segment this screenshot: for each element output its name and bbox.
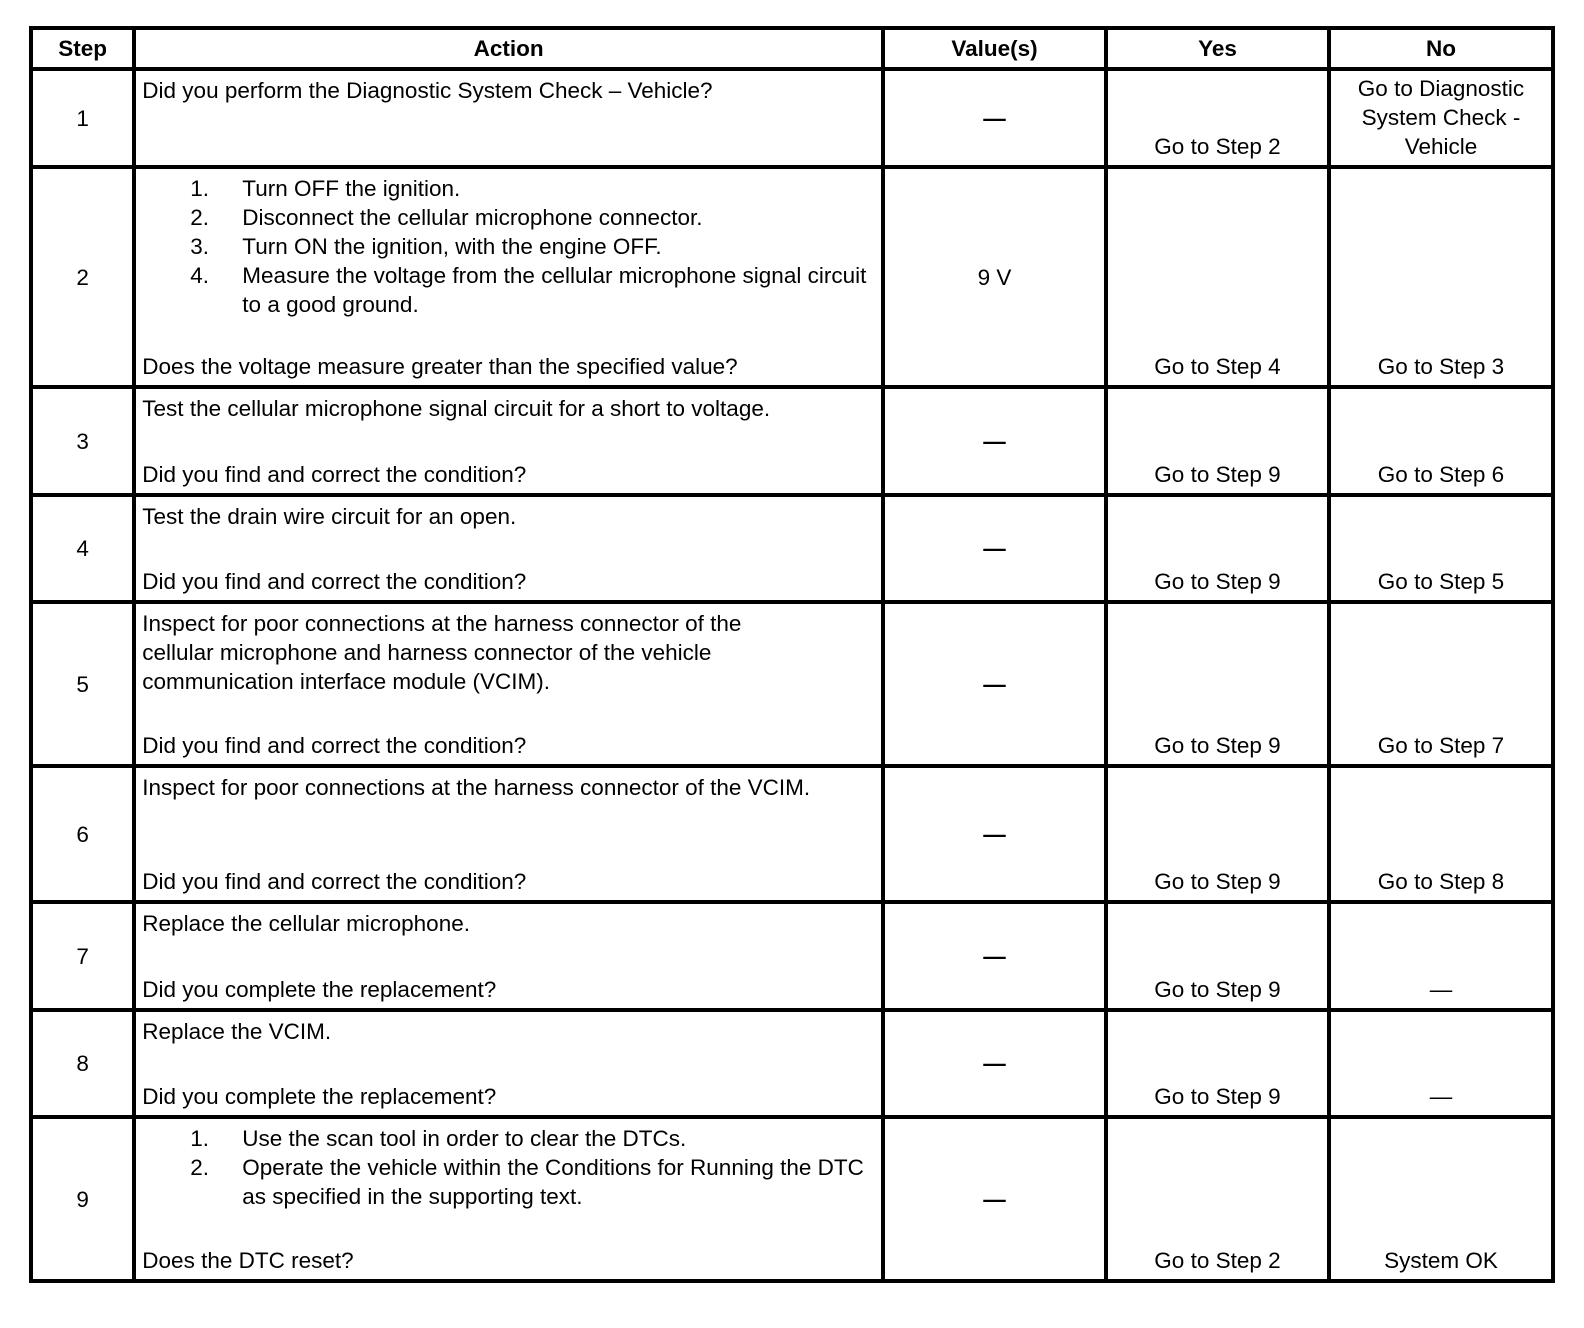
value-cell: — — [883, 1117, 1106, 1281]
action-cell — [134, 167, 883, 387]
header-yes: Yes — [1106, 28, 1329, 69]
action-step-item — [142, 232, 873, 261]
no-cell: — — [1329, 902, 1553, 1010]
action-question: Did you complete the replacement? — [142, 977, 497, 1002]
step-cell: 4 — [31, 495, 134, 602]
value-cell: — — [883, 902, 1106, 1010]
action-question: Did you find and correct the condition? — [142, 733, 527, 758]
action-cell — [134, 69, 883, 167]
action-step-number: 2. — [190, 205, 210, 230]
no-cell: Go to Step 6 — [1329, 387, 1553, 495]
header-action: Action — [134, 28, 883, 69]
no-cell: Go to Step 5 — [1329, 495, 1553, 602]
action-step-item — [142, 1124, 873, 1153]
yes-cell: Go to Step 9 — [1106, 495, 1329, 602]
action-steps-list — [142, 174, 873, 319]
step-cell: 1 — [31, 69, 134, 167]
header-row — [31, 28, 1553, 69]
action-step-number: 1. — [190, 176, 210, 201]
action-step-item — [142, 261, 873, 319]
action-step-text: Turn OFF the ignition. — [242, 176, 461, 201]
action-text: Inspect for poor connections at the harness connector of the cellular microphone and harness connector of the vehicle communication interface module (VCIM). — [142, 611, 742, 694]
action-question: Does the voltage measure greater than the specified value? — [142, 354, 738, 379]
table-row — [31, 602, 1553, 766]
action-cell — [134, 495, 883, 602]
action-step-number: 3. — [190, 234, 210, 259]
action-step-text: Turn ON the ignition, with the engine OFF. — [242, 234, 662, 259]
table-body — [31, 69, 1553, 1281]
table-row — [31, 766, 1553, 902]
action-text: Test the drain wire circuit for an open. — [142, 504, 517, 529]
action-text: Did you perform the Diagnostic System Check – Vehicle? — [142, 78, 713, 103]
no-cell: Go to Diagnostic System Check - Vehicle — [1329, 69, 1553, 167]
step-cell: 7 — [31, 902, 134, 1010]
action-step-text: Disconnect the cellular microphone connector. — [242, 205, 703, 230]
step-cell: 2 — [31, 167, 134, 387]
action-step-text: Use the scan tool in order to clear the DTCs. — [242, 1126, 687, 1151]
value-cell: 9 V — [883, 167, 1106, 387]
action-cell — [134, 766, 883, 902]
yes-cell: Go to Step 9 — [1106, 387, 1329, 495]
header-step: Step — [31, 28, 134, 69]
value-cell: — — [883, 387, 1106, 495]
action-cell — [134, 902, 883, 1010]
action-step-item — [142, 174, 873, 203]
table-row — [31, 495, 1553, 602]
no-cell: System OK — [1329, 1117, 1553, 1281]
action-cell — [134, 387, 883, 495]
action-text: Replace the cellular microphone. — [142, 911, 470, 936]
yes-cell: Go to Step 9 — [1106, 1010, 1329, 1117]
yes-cell: Go to Step 2 — [1106, 69, 1329, 167]
value-cell: — — [883, 495, 1106, 602]
diagnostic-table — [29, 26, 1555, 1283]
action-step-item — [142, 1153, 873, 1211]
action-step-text: Measure the voltage from the cellular microphone signal circuit to a good ground. — [242, 263, 867, 317]
table-row — [31, 167, 1553, 387]
header-values: Value(s) — [883, 28, 1106, 69]
yes-cell: Go to Step 9 — [1106, 602, 1329, 766]
step-cell: 9 — [31, 1117, 134, 1281]
value-cell: — — [883, 1010, 1106, 1117]
action-question: Did you find and correct the condition? — [142, 462, 527, 487]
no-cell: — — [1329, 1010, 1553, 1117]
action-steps-list — [142, 1124, 873, 1211]
value-cell: — — [883, 766, 1106, 902]
action-text: Replace the VCIM. — [142, 1019, 332, 1044]
action-text: Inspect for poor connections at the harness connector of the VCIM. — [142, 775, 811, 800]
step-cell: 6 — [31, 766, 134, 902]
action-question: Did you complete the replacement? — [142, 1084, 497, 1109]
table-row — [31, 902, 1553, 1010]
action-text: Test the cellular microphone signal circuit for a short to voltage. — [142, 396, 771, 421]
table-row — [31, 1117, 1553, 1281]
table-row — [31, 69, 1553, 167]
header-no: No — [1329, 28, 1553, 69]
action-step-number: 2. — [190, 1155, 210, 1180]
table-row — [31, 387, 1553, 495]
action-step-text: Operate the vehicle within the Conditions for Running the DTC as specified in the supporting text. — [242, 1155, 864, 1209]
step-cell: 3 — [31, 387, 134, 495]
value-cell: — — [883, 69, 1106, 167]
yes-cell: Go to Step 2 — [1106, 1117, 1329, 1281]
action-question: Did you find and correct the condition? — [142, 869, 527, 894]
action-question: Did you find and correct the condition? — [142, 569, 527, 594]
yes-cell: Go to Step 4 — [1106, 167, 1329, 387]
no-cell: Go to Step 3 — [1329, 167, 1553, 387]
value-cell: — — [883, 602, 1106, 766]
step-cell: 5 — [31, 602, 134, 766]
action-cell — [134, 602, 883, 766]
table-row — [31, 1010, 1553, 1117]
no-cell: Go to Step 7 — [1329, 602, 1553, 766]
action-cell — [134, 1010, 883, 1117]
action-step-number: 4. — [190, 263, 210, 288]
action-step-number: 1. — [190, 1126, 210, 1151]
action-step-item — [142, 203, 873, 232]
action-cell — [134, 1117, 883, 1281]
yes-cell: Go to Step 9 — [1106, 766, 1329, 902]
no-cell: Go to Step 8 — [1329, 766, 1553, 902]
table-header — [31, 28, 1553, 69]
yes-cell: Go to Step 9 — [1106, 902, 1329, 1010]
action-question: Does the DTC reset? — [142, 1248, 354, 1273]
step-cell: 8 — [31, 1010, 134, 1117]
